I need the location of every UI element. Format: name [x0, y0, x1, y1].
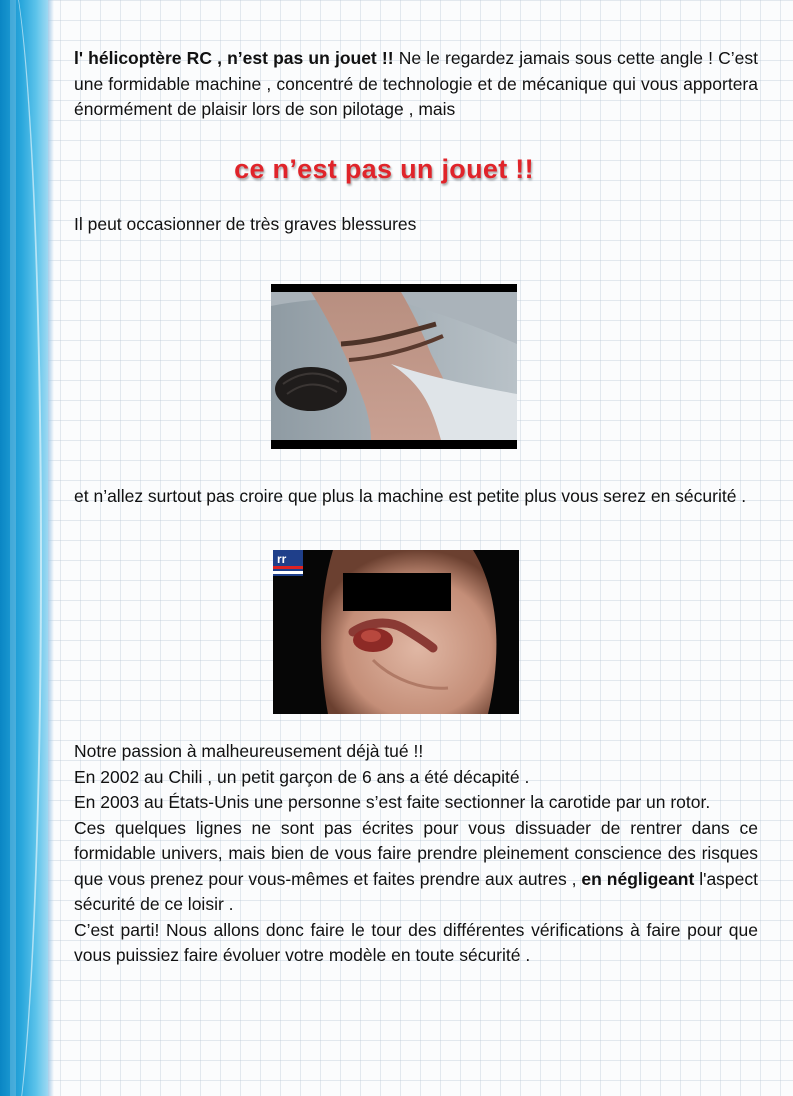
intro-paragraph	[74, 46, 758, 123]
closing-line-4-bold: en négligeant	[576, 868, 695, 889]
closing-line-1: Notre passion à malheureusement déjà tué !!	[74, 741, 424, 761]
size-paragraph: et n’allez surtout pas croire que plus la machine est petite plus vous serez en sécurité .	[74, 486, 747, 506]
warning-heading: ce n’est pas un jouet !!	[234, 153, 534, 184]
closing-line-3: En 2003 au États-Unis une personne s’est faite sectionner la carotide par un rotor.	[74, 792, 711, 812]
closing-line-4-end: l'aspect sécurité de ce loisir .	[74, 868, 759, 914]
injury-line: Il peut occasionner de très graves blessures	[74, 214, 417, 234]
intro-rest: Ne le regardez jamais sous cette angle ! C’est une formidable machine , concentré de technologie et de mécanique qui vous apportera énormément de plaisir lors de son pilotage , mais	[74, 48, 758, 119]
closing-line-5: C’est parti! Nous allons donc faire le tour des différentes vérifications à faire pour que vous puissiez faire évoluer votre modèle en toute sécurité .	[74, 919, 758, 965]
closing-line-4	[74, 816, 758, 918]
closing-line-4-start: Ces quelques lignes ne sont pas écrites pour vous dissuader de rentrer dans ce formidable univers, mais bien de vous faire prendre pleinement conscience des risques que vous prenez pour vous-mêmes et faites prendre aux autres ,	[74, 817, 758, 889]
closing-line-2: En 2002 au Chili , un petit garçon de 6 ans a été décapité .	[74, 766, 530, 787]
intro-bold-lead: l' hélicoptère RC , n’est pas un jouet !!	[74, 48, 394, 68]
lip-injury-photo	[273, 550, 519, 714]
neck-injury-photo	[271, 284, 517, 449]
closing-section	[74, 739, 758, 969]
neck-injury-illustration	[271, 284, 517, 449]
lip-injury-illustration	[273, 550, 519, 714]
news-logo-text: rr	[277, 552, 287, 566]
intro-section	[74, 46, 758, 238]
